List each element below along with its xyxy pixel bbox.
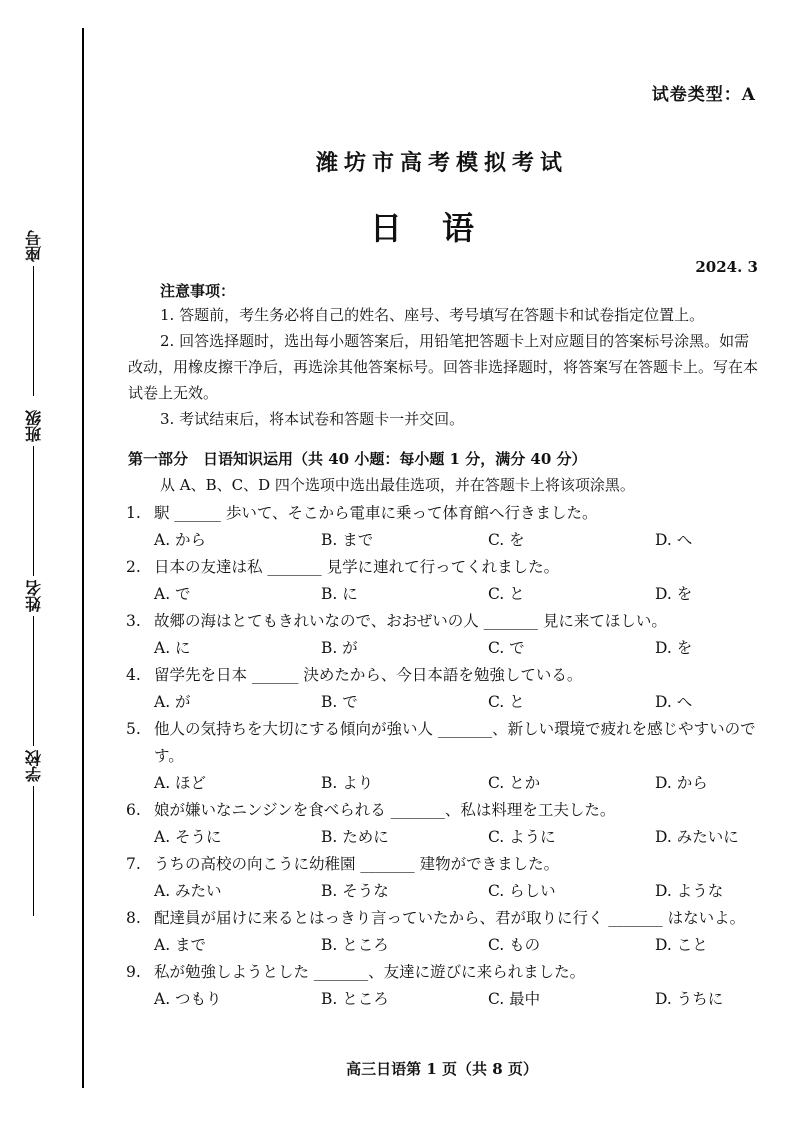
note-item: 3. 考试结束后，将本试卷和答题卡一并交回。 xyxy=(160,410,465,428)
seat-number-label: 座号 xyxy=(24,230,44,262)
class-label: 班级 xyxy=(24,410,44,442)
option[interactable]: A. ほど xyxy=(154,774,207,792)
option[interactable]: C. ように xyxy=(488,828,556,846)
option[interactable]: D. みたいに xyxy=(655,828,739,846)
question-number: 7. xyxy=(126,855,141,873)
option[interactable]: C. と xyxy=(488,693,525,711)
school-blank[interactable] xyxy=(34,786,35,916)
question-item xyxy=(126,851,766,905)
option[interactable]: A. そうに xyxy=(154,828,222,846)
option[interactable]: D. うちに xyxy=(655,990,724,1008)
class-blank[interactable] xyxy=(34,446,35,576)
question-text: 駅 ______ 歩いて、そこから電車に乗って体育館へ行きました。 xyxy=(154,504,598,522)
option[interactable]: B. そうな xyxy=(321,882,389,900)
class-field[interactable] xyxy=(14,410,54,576)
name-blank[interactable] xyxy=(34,616,35,746)
option[interactable]: B. が xyxy=(321,639,358,657)
question-item xyxy=(126,905,766,959)
question-item xyxy=(126,662,766,716)
option[interactable]: B. ところ xyxy=(321,990,389,1008)
option[interactable]: A. が xyxy=(154,693,191,711)
note-item: 2. 回答选择题时，选出每小题答案后，用铅笔把答题卡上对应题目的答案标号涂黑。如需改动，用橡皮擦干净后，再选涂其他答案标号。回答非选择题时，将答案写在答题卡上。写在本试卷上无效。 xyxy=(128,332,759,402)
option[interactable]: C. で xyxy=(488,639,525,657)
part-title: 第一部分 日语知识运用（共 40 小题：每小题 1 分，满分 40 分） xyxy=(128,450,587,468)
exam-date: 2024. 3 xyxy=(695,258,758,276)
option[interactable]: D. ような xyxy=(655,882,724,900)
paper-type: 试卷类型：A xyxy=(651,85,756,105)
school-label: 学校 xyxy=(24,750,44,782)
subject-title: 日语 xyxy=(369,209,514,247)
seat-number-blank[interactable] xyxy=(34,266,35,396)
question-item xyxy=(126,797,766,851)
option[interactable]: A. に xyxy=(154,639,191,657)
option[interactable]: A. まで xyxy=(154,936,207,954)
option[interactable]: B. で xyxy=(321,693,358,711)
option[interactable]: B. ために xyxy=(321,828,389,846)
option[interactable]: D. を xyxy=(655,639,693,657)
question-text: 配達員が届けに来るとはっきり言っていたから、君が取りに行く _______ はないよ。 xyxy=(154,909,746,927)
option[interactable]: B. ところ xyxy=(321,936,389,954)
option[interactable]: C. 最中 xyxy=(488,990,541,1008)
question-item xyxy=(126,500,766,554)
question-text: 他人の気持ちを大切にする傾向が強い人 _______、新しい環境で疲れを感じやすいのです。 xyxy=(154,720,756,765)
question-number: 6. xyxy=(126,801,141,819)
name-field[interactable] xyxy=(14,580,54,746)
question-item xyxy=(126,716,766,797)
question-number: 8. xyxy=(126,909,141,927)
option[interactable]: B. まで xyxy=(321,531,374,549)
exam-title: 潍坊市高考模拟考试 xyxy=(315,150,568,176)
question-text: 留学先を日本 ______ 決めたから、今日本語を勉強している。 xyxy=(154,666,583,684)
option[interactable]: C. を xyxy=(488,531,525,549)
question-item xyxy=(126,608,766,662)
notes-list xyxy=(128,302,764,432)
option[interactable]: D. から xyxy=(655,774,708,792)
option[interactable]: B. に xyxy=(321,585,358,603)
question-text: うちの高校の向こうに幼稚園 _______ 建物ができました。 xyxy=(154,855,560,873)
question-text: 故郷の海はとてもきれいなので、おおぜいの人 _______ 見に来てほしい。 xyxy=(154,612,667,630)
question-number: 2. xyxy=(126,558,141,576)
notes-title: 注意事项： xyxy=(160,282,236,300)
option[interactable]: C. と xyxy=(488,585,525,603)
option[interactable]: A. みたい xyxy=(154,882,222,900)
question-number: 4. xyxy=(126,666,141,684)
option[interactable]: C. とか xyxy=(488,774,541,792)
question-number: 1. xyxy=(126,504,141,522)
name-label: 姓名 xyxy=(24,580,44,612)
question-number: 5. xyxy=(126,720,141,738)
question-list xyxy=(126,500,766,1013)
binding-margin-line xyxy=(82,28,84,1088)
question-item xyxy=(126,554,766,608)
option[interactable]: B. より xyxy=(321,774,374,792)
question-item xyxy=(126,959,766,1013)
question-text: 日本の友達は私 _______ 見学に連れて行ってくれました。 xyxy=(154,558,560,576)
question-text: 娘が嫌いなニンジンを食べられる _______、私は料理を工夫した。 xyxy=(154,801,616,819)
question-number: 9. xyxy=(126,963,141,981)
option[interactable]: D. を xyxy=(655,585,693,603)
page-footer: 高三日语第 1 页（共 8 页） xyxy=(346,1060,538,1078)
option[interactable]: D. へ xyxy=(655,693,693,711)
part-instruction: 从 A、B、C、D 四个选项中选出最佳选项，并在答题卡上将该项涂黑。 xyxy=(160,476,635,494)
option[interactable]: C. らしい xyxy=(488,882,556,900)
note-item: 1. 答题前，考生务必将自己的姓名、座号、考号填写在答题卡和试卷指定位置上。 xyxy=(160,306,705,324)
option[interactable]: D. へ xyxy=(655,531,693,549)
option[interactable]: A. で xyxy=(154,585,191,603)
question-text: 私が勉強しようとした _______、友達に遊びに来られました。 xyxy=(154,963,586,981)
question-number: 3. xyxy=(126,612,141,630)
seat-number-field[interactable] xyxy=(14,230,54,396)
school-field[interactable] xyxy=(14,750,54,916)
option[interactable]: A. つもり xyxy=(154,990,222,1008)
option[interactable]: D. こと xyxy=(655,936,708,954)
option[interactable]: A. から xyxy=(154,531,207,549)
option[interactable]: C. もの xyxy=(488,936,541,954)
